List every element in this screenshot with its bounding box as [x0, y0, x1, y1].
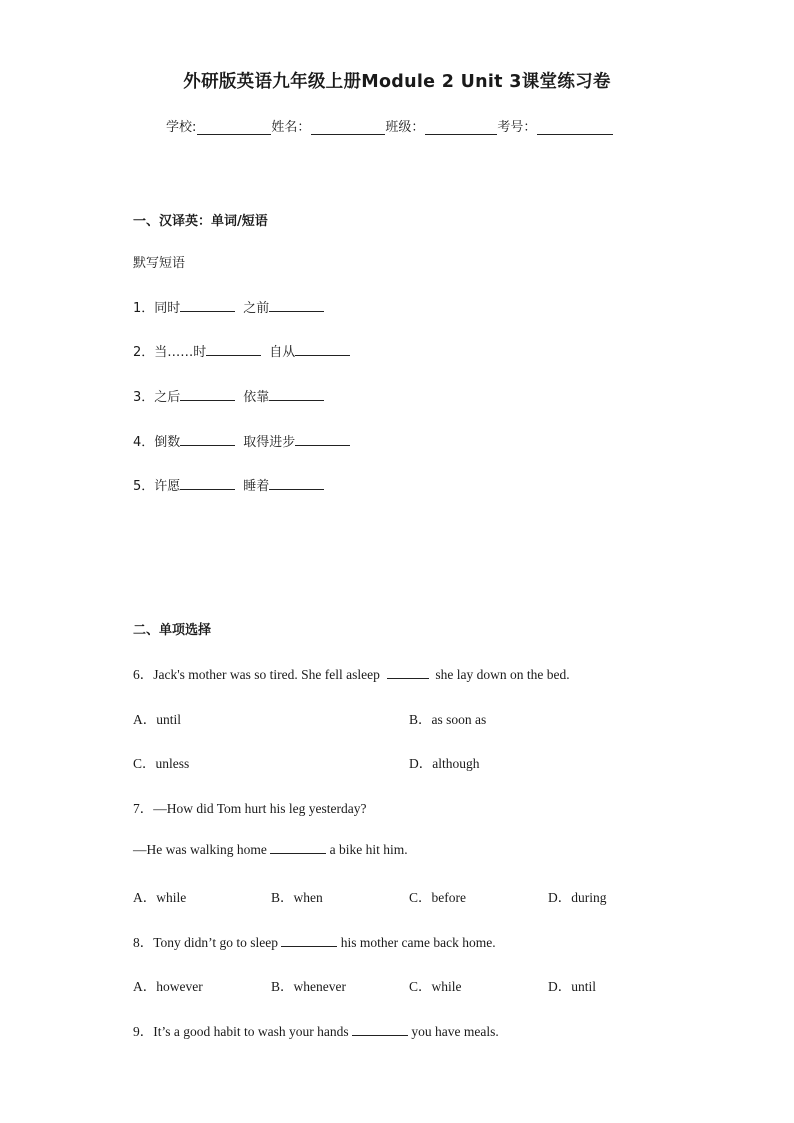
q6-option-d[interactable]: D．although: [409, 756, 480, 771]
phrase-item: 2．当……时 自从: [133, 341, 350, 360]
section1-title: 一、汉译英：单词/短语: [133, 214, 268, 229]
school-blank[interactable]: [197, 120, 271, 135]
question-9-stem: 9．It’s a good habit to wash your hands you have meals.: [133, 1024, 499, 1039]
question-6-stem: 6．Jack's mother was so tired. She fell asleep she lay down on the bed.: [133, 667, 570, 682]
class-label: 班级：: [385, 120, 425, 135]
q7-option-c[interactable]: C．before: [409, 890, 466, 905]
answer-blank[interactable]: [387, 666, 429, 679]
phrase-item: 4．倒数 取得进步: [133, 431, 350, 450]
answer-blank[interactable]: [269, 388, 324, 401]
answer-blank[interactable]: [269, 299, 324, 312]
answer-blank[interactable]: [180, 299, 235, 312]
section2-title: 二、单项选择: [133, 623, 212, 638]
answer-blank[interactable]: [352, 1023, 408, 1036]
answer-blank[interactable]: [180, 388, 235, 401]
section1-subtitle: 默写短语: [133, 256, 186, 271]
q8-option-d[interactable]: D．until: [548, 979, 597, 994]
page-title: 外研版英语九年级上册Module 2 Unit 3课堂练习卷: [183, 72, 611, 92]
q7-option-d[interactable]: D．during: [548, 890, 607, 905]
phrase-item: 1．同时 之前: [133, 297, 324, 316]
answer-blank[interactable]: [180, 477, 235, 490]
q8-option-a[interactable]: A．however: [133, 979, 203, 994]
answer-blank[interactable]: [281, 934, 337, 947]
number-blank[interactable]: [537, 120, 613, 135]
phrase-item: 5．许愿 睡着: [133, 475, 324, 494]
answer-blank[interactable]: [295, 343, 350, 356]
phrase-item: 3．之后 依靠: [133, 386, 324, 405]
q7-option-a[interactable]: A．while: [133, 890, 187, 905]
class-blank[interactable]: [425, 120, 497, 135]
answer-blank[interactable]: [206, 343, 261, 356]
name-blank[interactable]: [311, 120, 385, 135]
student-info-row: [166, 116, 613, 135]
answer-blank[interactable]: [295, 433, 350, 446]
name-label: 姓名：: [271, 120, 311, 135]
answer-blank[interactable]: [269, 477, 324, 490]
q8-option-b[interactable]: B．whenever: [271, 979, 346, 994]
question-8-stem: 8．Tony didn’t go to sleep his mother came back home.: [133, 935, 496, 950]
q8-option-c[interactable]: C．while: [409, 979, 462, 994]
q6-option-b[interactable]: B．as soon as: [409, 712, 487, 727]
q7-option-b[interactable]: B．when: [271, 890, 323, 905]
school-label: 学校:: [166, 120, 197, 135]
answer-blank[interactable]: [270, 841, 326, 854]
question-7-stem: 7．—How did Tom hurt his leg yesterday?: [133, 801, 367, 816]
answer-blank[interactable]: [180, 433, 235, 446]
q6-option-a[interactable]: A．until: [133, 712, 182, 727]
number-label: 考号：: [497, 120, 537, 135]
q6-option-c[interactable]: C．unless: [133, 756, 190, 771]
question-7-stem2: —He was walking home a bike hit him.: [133, 842, 408, 857]
